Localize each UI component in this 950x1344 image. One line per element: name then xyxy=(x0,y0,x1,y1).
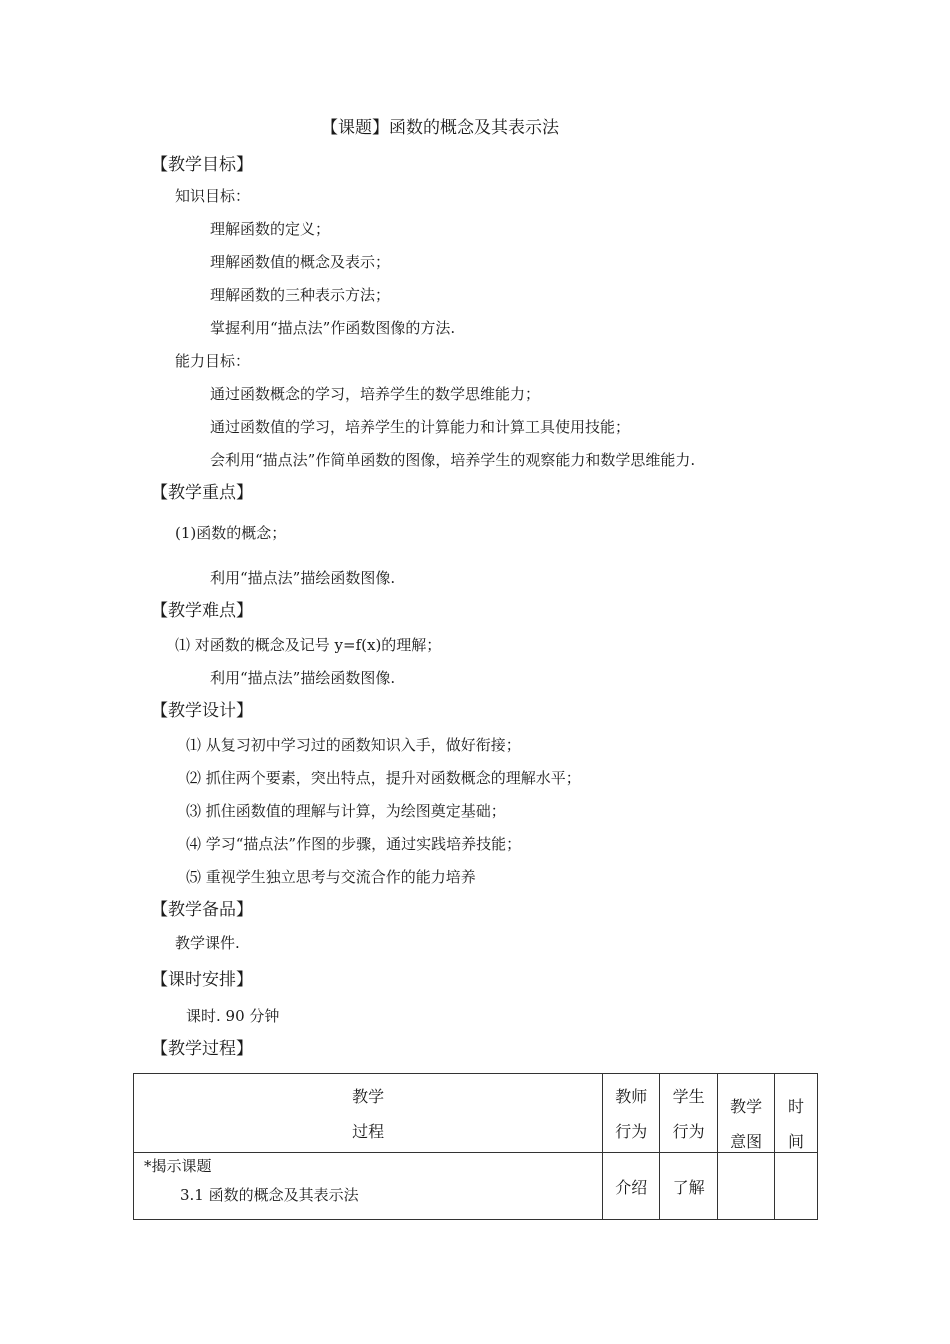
header-teacher-line2: 行为 xyxy=(615,1122,648,1141)
design-item: ⑷ 学习“描点法”作图的步骤，通过实践培养技能； xyxy=(186,835,522,853)
section-heading-key-points: 【教学重点】 xyxy=(151,483,253,503)
section-heading-goals: 【教学目标】 xyxy=(151,155,253,175)
knowledge-goal-item: 掌握利用“描点法”作函数图像的方法. xyxy=(210,319,456,337)
row-student-text: 了解 xyxy=(672,1177,705,1197)
teaching-process-table xyxy=(133,1073,818,1220)
key-point-item: (1)函数的概念； xyxy=(175,524,287,542)
design-item: ⑵ 抓住两个要素，突出特点，提升对函数概念的理解水平； xyxy=(186,769,581,787)
row-topic: *揭示课题 xyxy=(144,1157,212,1175)
schedule-text: 课时. 90 分钟 xyxy=(186,1007,280,1025)
row-time-cell xyxy=(775,1153,818,1220)
header-student-line2: 行为 xyxy=(672,1122,705,1141)
header-teacher xyxy=(603,1074,660,1153)
design-item: ⑸ 重视学生独立思考与交流合作的能力培养 xyxy=(186,868,476,886)
header-teacher-line1: 教师 xyxy=(615,1087,648,1106)
row-student-cell xyxy=(660,1153,718,1220)
row-intent-cell xyxy=(718,1153,775,1220)
header-process-line2: 过程 xyxy=(352,1122,385,1141)
header-process xyxy=(134,1074,603,1153)
header-intent xyxy=(718,1074,775,1153)
knowledge-goals-label: 知识目标： xyxy=(175,187,251,205)
materials-text: 教学课件. xyxy=(175,934,240,952)
section-heading-materials: 【教学备品】 xyxy=(151,900,253,920)
section-heading-difficulties: 【教学难点】 xyxy=(151,601,253,621)
lesson-title: 【课题】函数的概念及其表示法 xyxy=(321,118,559,138)
header-time-line2: 间 xyxy=(788,1132,805,1151)
header-intent-line1: 教学 xyxy=(730,1097,763,1116)
row-teacher-cell xyxy=(603,1153,660,1220)
ability-goal-item: 通过函数概念的学习，培养学生的数学思维能力； xyxy=(210,385,541,403)
header-time xyxy=(775,1074,818,1153)
design-item: ⑴ 从复习初中学习过的函数知识入手，做好衔接； xyxy=(186,736,521,754)
header-process-line1: 教学 xyxy=(352,1087,385,1106)
ability-goal-item: 通过函数值的学习，培养学生的计算能力和计算工具使用技能； xyxy=(210,418,631,436)
ability-goal-item: 会利用“描点法”作简单函数的图像，培养学生的观察能力和数学思维能力. xyxy=(210,451,696,469)
row-process-cell xyxy=(134,1153,603,1220)
section-heading-design: 【教学设计】 xyxy=(151,701,253,721)
key-point-item: 利用“描点法”描绘函数图像. xyxy=(210,569,396,587)
knowledge-goal-item: 理解函数的三种表示方法； xyxy=(210,286,391,304)
row-subtopic: 3.1 函数的概念及其表示法 xyxy=(180,1186,359,1204)
header-time-line1: 时 xyxy=(788,1097,805,1116)
header-student-line1: 学生 xyxy=(672,1087,705,1106)
difficulty-item: ⑴ 对函数的概念及记号 y=f(x)的理解； xyxy=(175,636,442,654)
header-intent-line2: 意图 xyxy=(730,1132,763,1151)
header-student xyxy=(660,1074,718,1153)
knowledge-goal-item: 理解函数的定义； xyxy=(210,220,331,238)
design-item: ⑶ 抓住函数值的理解与计算，为绘图奠定基础； xyxy=(186,802,506,820)
difficulty-item: 利用“描点法”描绘函数图像. xyxy=(210,669,396,687)
table-header-row xyxy=(134,1074,818,1153)
row-teacher-text: 介绍 xyxy=(615,1177,648,1197)
table-row xyxy=(134,1153,818,1220)
section-heading-schedule: 【课时安排】 xyxy=(151,970,253,990)
section-heading-process: 【教学过程】 xyxy=(151,1039,253,1059)
knowledge-goal-item: 理解函数值的概念及表示； xyxy=(210,253,391,271)
ability-goals-label: 能力目标： xyxy=(175,352,251,370)
